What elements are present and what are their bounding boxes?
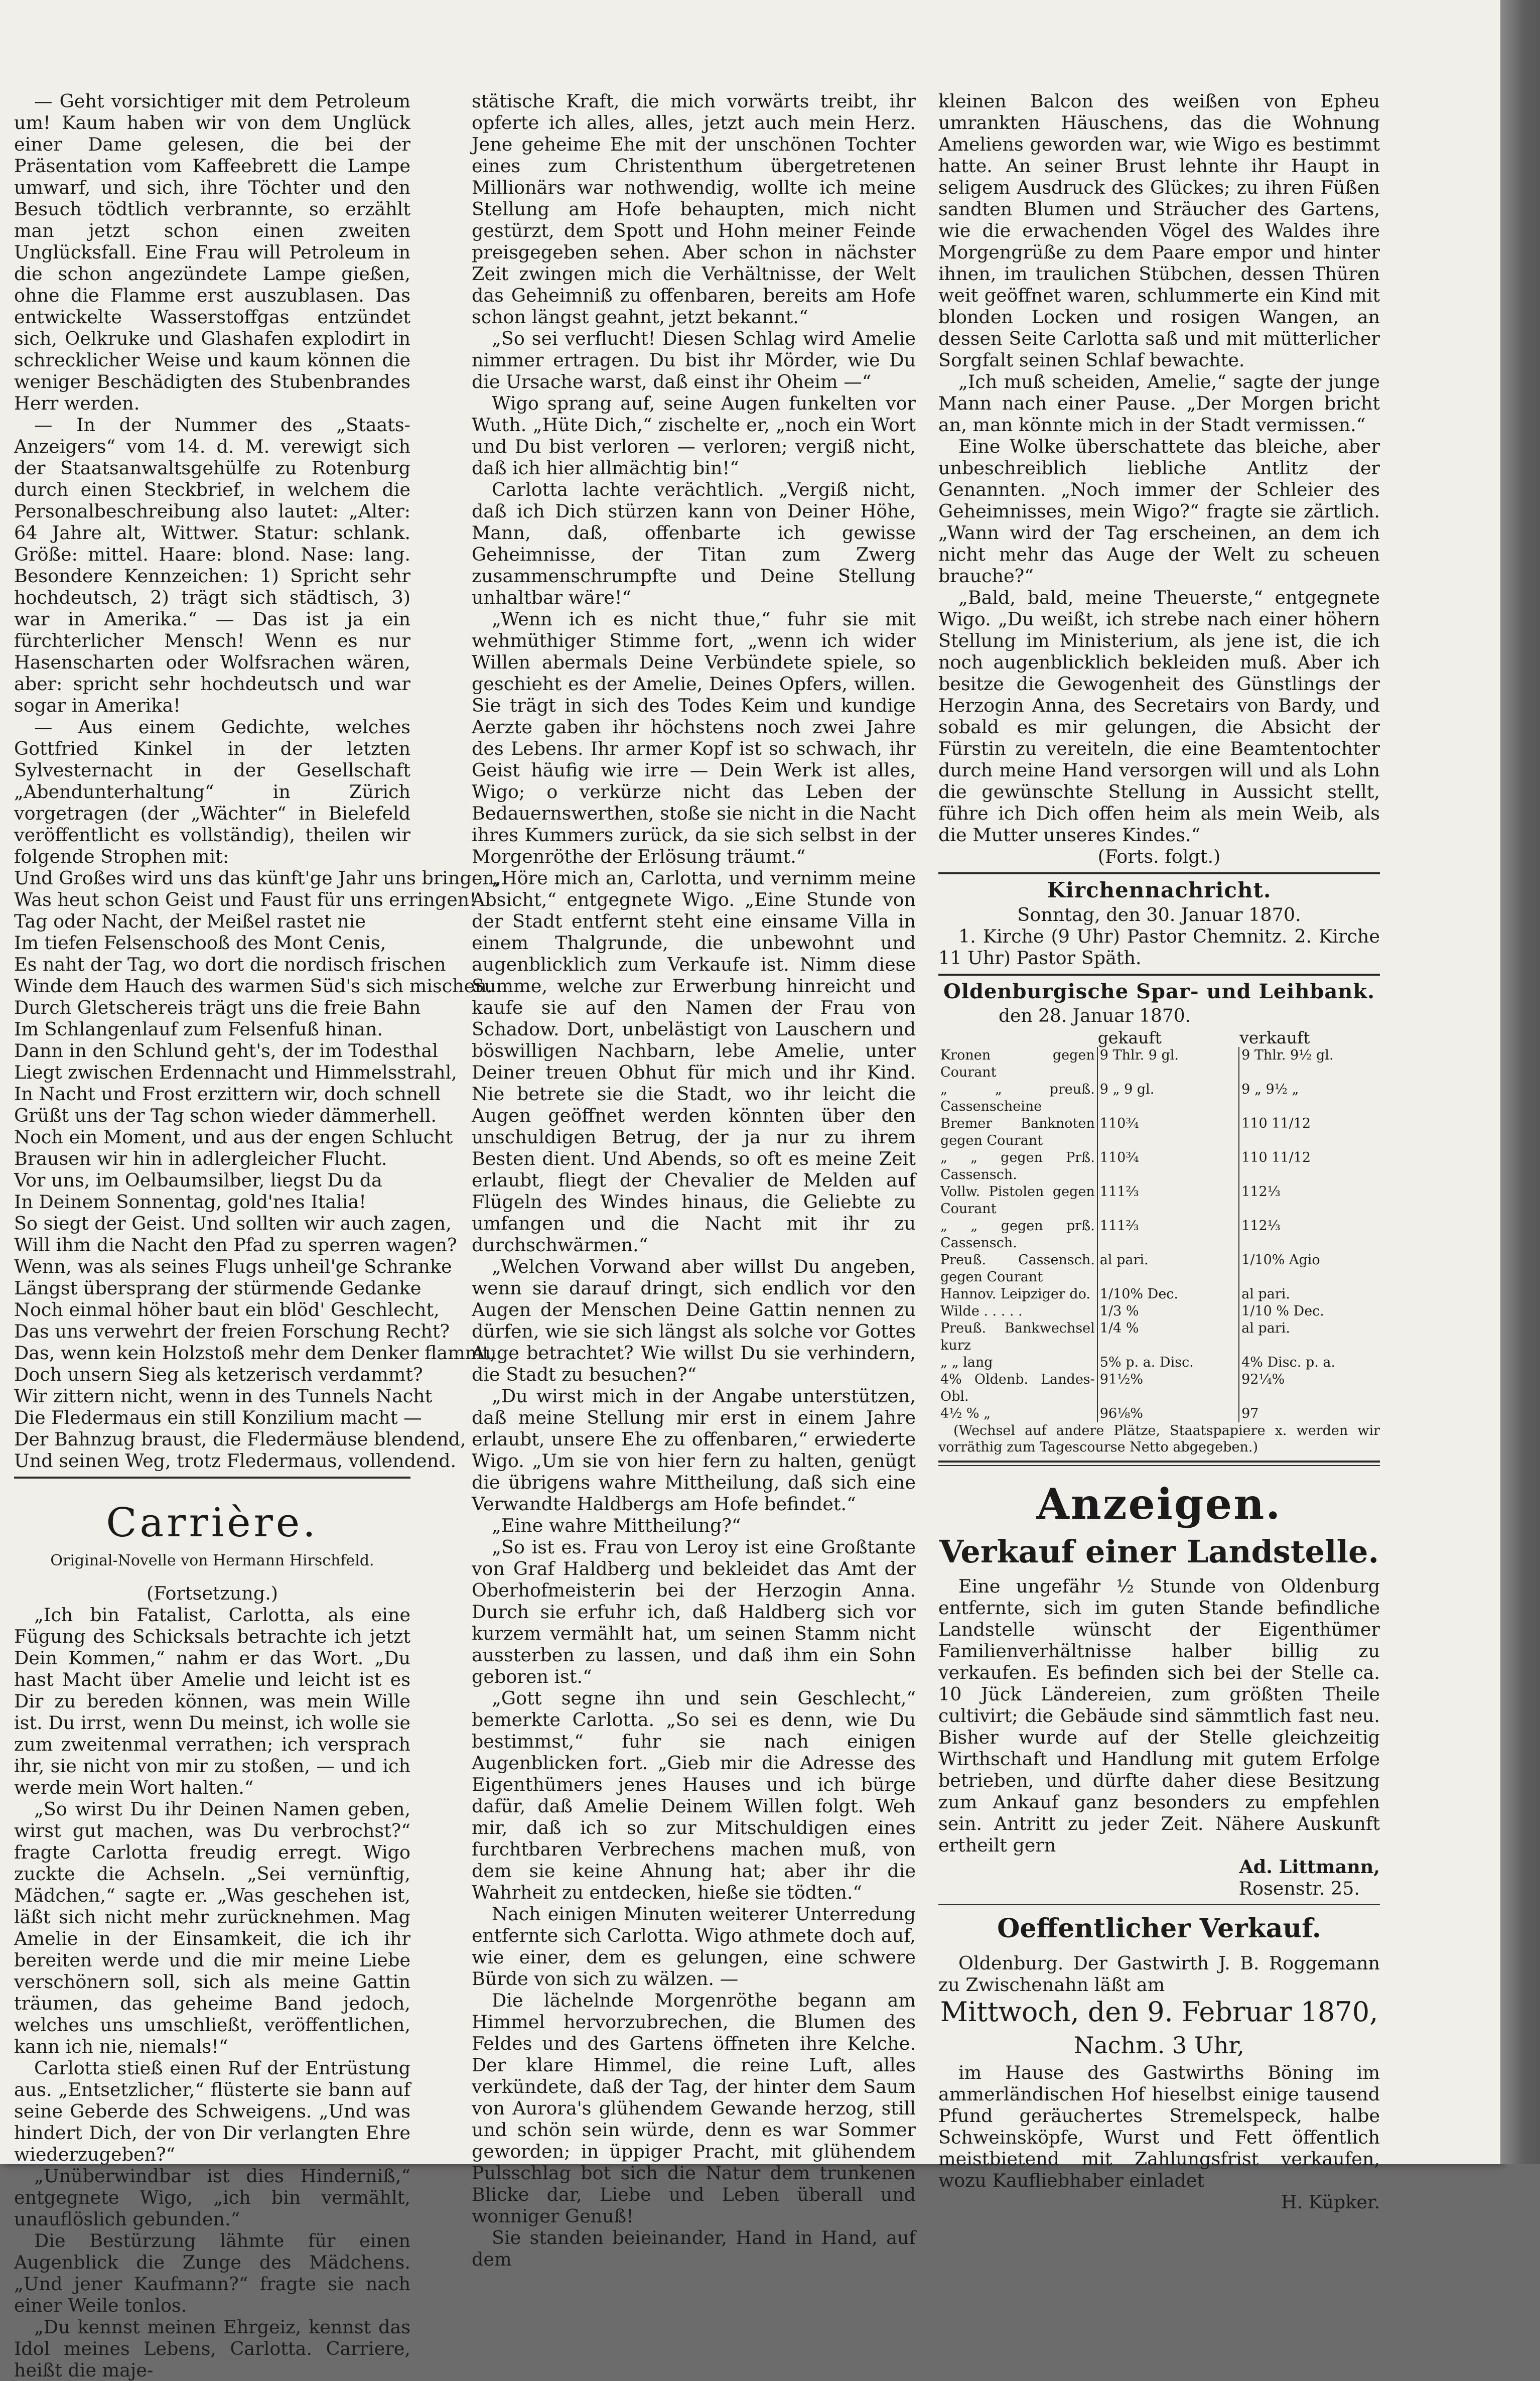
poem-line: Das, wenn kein Holzstoß mehr dem Denker flammt,	[14, 1342, 496, 1364]
bank-row	[938, 1405, 1380, 1422]
poem-line: Wir zittern nicht, wenn in des Tunnels Nacht	[14, 1385, 433, 1407]
bank-row-bought: 9 „ 9 gl.	[1097, 1081, 1239, 1115]
church-news-title: Kirchennachricht.	[1047, 878, 1272, 902]
poem-line: Wenn, was als seines Flugs unheil'ge Schranke	[14, 1256, 452, 1277]
ad-landstelle-address: Rosenstr. 25.	[1238, 1878, 1360, 1899]
news-item-steckbrief: — In der Nummer des „Staats-Anzeigers“ vom 14. d. M. verewigt sich der Staatsanwaltsgehülfe zu Rotenburg durch einen Steckbrief, in welchem die Personalbeschreibung also lautet: „Alter: 64 Jahre alt, Wittwer. Statur: schlank. Größe: mittel. Haare: blond. Nase: lang. Besondere Kennzeichen: 1) Spricht sehr hochdeutsch, 2) trägt sich städtisch, 3) war in Amerika.“ — Das ist ja ein fürchterlicher Mensch! Wenn es nur Hasenscharten oder Wolfsrachen wären, aber: spricht sehr hochdeutsch und war sogar in Amerika!	[14, 414, 410, 716]
bank-row	[938, 1252, 1380, 1286]
news-item-kinkel: — Aus einem Gedichte, welches Gottfried Kinkel in der letzten Sylvesternacht in der Gesellschaft „Abendunterhaltung“ in Zürich vorgetragen (der „Wächter“ in Bielefeld veröffentlicht es vollständig), theilen wir folgende Strophen mit:	[14, 716, 410, 867]
novel-title: Carrière.	[106, 1499, 319, 1546]
bank-table-header	[938, 1029, 1380, 1047]
bank-rates-table	[938, 1029, 1380, 1422]
poem-line: Dann in den Schlund geht's, der im Todesthal	[14, 1040, 438, 1062]
poem-line: Was heut schon Geist und Faust für uns erringen!	[14, 889, 477, 910]
poem-line: Längst übersprang der stürmende Gedanke	[14, 1277, 422, 1299]
poem-line: In Deinem Sonnentag, gold'nes Italia!	[14, 1191, 366, 1213]
bank-row-sold: 9 „ 9½ „	[1239, 1081, 1380, 1115]
novel-byline: Original-Novelle von Hermann Hirschfeld.	[50, 1552, 374, 1569]
bank-row-bought: 110¾	[1097, 1149, 1239, 1183]
bank-row-sold: 4% Disc. p. a.	[1239, 1354, 1380, 1371]
novel-paragraph: „So sei verflucht! Diesen Schlag wird Amelie nimmer ertragen. Du bist ihr Mörder, wie Du die Ursache warst, daß einst ihr Oheim —“	[472, 328, 916, 392]
bank-row	[938, 1218, 1380, 1252]
bank-row-bought: 111⅔	[1097, 1183, 1239, 1218]
news-item-petroleum: — Geht vorsichtiger mit dem Petroleum um! Kaum haben wir von dem Unglück einer Dame gelesen, die bei der Präsentation vom Kaffeebrett die Lampe umwarf, und sich, ihre Töchter und den Besuch tödtlich verbrannte, so erzählt man jetzt schon einen zweiten Unglücksfall. Eine Frau will Petroleum in die schon angezündete Lampe gießen, ohne die Flamme erst auszublasen. Das entwickelte Wasserstoffgas entzündet sich, Oelkruke und Glashafen explodirt in schrecklicher Weise und kaum können die weniger Beschädigten des Stubenbrandes Herr werden.	[14, 90, 410, 414]
novel-paragraph: „Welchen Vorwand aber willst Du angeben, wenn sie darauf dringt, sich endlich vor den Augen der Menschen Deine Gattin nennen zu dürfen, wie sie sich längst als solche vor Gottes Auge betrachtet? Wie willst Du sie verhindern, die Stadt zu besuchen?“	[472, 1256, 916, 1385]
poem-line: Im Schlangenlauf zum Felsenfuß hinan.	[14, 1018, 383, 1040]
bank-row-label: „ „ gegen Prß. Cassensch.	[940, 1150, 1095, 1182]
bank-row-sold: 110 11/12	[1239, 1149, 1380, 1183]
bank-row	[938, 1081, 1380, 1115]
poem-line: Winde dem Hauch des warmen Süd's sich mischen.	[14, 975, 493, 997]
novel-paragraph: „So ist es. Frau von Leroy ist eine Großtante von Graf Haldberg und bekleidet das Amt der Oberhofmeisterin bei der Herzogin Anna. Durch sie erfuhr ich, daß Haldberg sich vor kurzem vermählt hat, um seinen Stamm nicht aussterben zu lassen, und daß ihm ein Sohn geboren ist.“	[472, 1536, 916, 1687]
novel-paragraph: „Eine wahre Mittheilung?“	[492, 1515, 741, 1536]
bank-row-label: Hannov. Leipziger do.	[940, 1286, 1090, 1302]
poem-line: Doch unsern Sieg als ketzerisch verdammt?	[14, 1364, 423, 1385]
bank-row-bought: 111⅔	[1097, 1218, 1239, 1252]
bank-row-sold: 112⅓	[1239, 1218, 1380, 1252]
poem-line: Grüßt uns der Tag schon wieder dämmerhell.	[14, 1105, 437, 1126]
novel-paragraph: Die lächelnde Morgenröthe begann am Himmel hervorzubrechen, die Blumen des Feldes und des Gartens öffneten ihre Kelche. Der klare Himmel, die reine Luft, alles verkündete, daß der Tag, der hinter dem Saum von Aurora's glühendem Gewande herzog, still und schön sein würde, denn es war Sommer geworden; in üppiger Pracht, mit glühendem Pulsschlag bot sich die Natur dem trunkenen Blicke dar, Liebe und Leben überall und wonniger Genuß!	[472, 1990, 916, 2227]
poem-line: Liegt zwischen Erdennacht und Himmelsstrahl,	[14, 1062, 457, 1083]
poem-line: Es naht der Tag, wo dort die nordisch frischen	[14, 954, 446, 975]
novel-paragraph: „Du kennst meinen Ehrgeiz, kennst das Idol meines Lebens, Carlotta. Carriere, heißt die maje-	[14, 2316, 410, 2381]
ad-verkauf-time: Nachm. 3 Uhr,	[1074, 2032, 1244, 2059]
ad-landstelle-title: Verkauf einer Landstelle.	[939, 1533, 1379, 1570]
novel-paragraph: Sie standen beieinander, Hand in Hand, auf dem	[472, 2227, 916, 2270]
bank-row-sold: 112⅓	[1239, 1183, 1380, 1218]
novel-paragraph: „Du wirst mich in der Angabe unterstützen, daß meine Stellung mir erst in einem Jahre erlaubt, unsere Ehe zu offenbaren,“ erwiederte Wigo. „Um sie von hier fern zu halten, genügt die übrigens wahre Mittheilung, daß sich eine Verwandte Haldbergs am Hofe befindet.“	[472, 1385, 916, 1515]
novel-text-col3	[938, 90, 1380, 846]
bank-row	[938, 1286, 1380, 1303]
bank-row-bought: 110¾	[1097, 1115, 1239, 1149]
bank-date: den 28. Januar 1870.	[999, 1006, 1191, 1026]
novel-paragraph: Carlotta lachte verächtlich. „Vergiß nicht, daß ich Dich stürzen kann von Deiner Höhe, Mann, daß, offenbarte ich gewisse Geheimnisse, der Titan zum Zwerg zusammenschrumpfte und Deine Stellung unhaltbar wäre!“	[472, 479, 916, 608]
bank-row-bought: al pari.	[1097, 1252, 1239, 1286]
bank-row-label: Preuß. Bankwechsel kurz	[940, 1320, 1095, 1353]
bank-row	[938, 1115, 1380, 1149]
bank-row	[938, 1320, 1380, 1354]
ad-landstelle-text: Eine ungefähr ½ Stunde von Oldenburg entfernte, sich im guten Stande befindliche Landstelle wünscht der Eigenthümer Familienverhältnisse halber billig zu verkaufen. Es befinden sich bei der Stelle ca. 10 Jück Ländereien, zum größten Theile cultivirt; die Gebäude sind sämmtlich fast neu. Bisher wurde auf der Stelle gleichzeitig Wirthschaft und Handlung mit gutem Erfolge betrieben, und dürfte daher diese Besitzung zum Ankauf ganz besonders zu empfehlen sein. Antritt zu jeder Zeit. Nähere Auskunft ertheilt gern	[938, 1575, 1380, 1856]
bank-row	[938, 1183, 1380, 1218]
ad-verkauf-signature: H. Küpker.	[1281, 2191, 1380, 2213]
novel-paragraph: stätische Kraft, die mich vorwärts treibt, ihr opferte ich alles, alles, jetzt auch mein Herz. Jene geheime Ehe mit der unschönen Tochter eines zum Christenthum übergetretenen Millionärs war nothwendig, wollte ich meine Stellung am Hofe behaupten, mich nicht gestürzt, dem Spott und Hohn meiner Feinde preisgegeben sehen. Aber schon in nächster Zeit zwingen mich die Verhältnisse, der Welt das Geheimniß zu offenbaren, bereits am Hofe schon längst geahnt, jetzt bekannt.“	[472, 90, 916, 328]
novel-paragraph: „Höre mich an, Carlotta, und vernimm meine Absicht,“ entgegnete Wigo. „Eine Stunde von der Stadt entfernt steht eine einsame Villa in einem Thalgrunde, die unbewohnt und augenblicklich zum Verkaufe ist. Nimm diese Summe, welche zur Erwerbung hinreicht und kaufe sie auf den Namen der Frau von Schadow. Dort, unbelästigt von Lauschern und böswilligen Nachbarn, lebe Amelie, unter Deiner treuen Obhut für mich und ihr Kind. Nie betrete sie die Stadt, wo ihr leicht die Augen geöffnet werden könnten über den unschuldigen Betrug, der ja nur zu ihrem Besten dient. Und Abends, so oft es meine Zeit erlaubt, fliegt der Chevalier de Melden auf Flügeln des Windes hinaus, die Geliebte zu umfangen und die Nacht mit ihr zu durchschwärmen.“	[472, 867, 916, 1256]
bank-row-label: Wilde . . . . .	[940, 1303, 1023, 1319]
column-middle	[472, 90, 916, 2270]
bank-header-bought: gekauft	[1097, 1028, 1162, 1047]
novel-paragraph: Eine Wolke überschattete das bleiche, aber unbeschreiblich liebliche Antlitz der Genannten. „Noch immer der Schleier des Geheimnisses, mein Wigo?“ fragte sie zärtlich. „Wann wird der Tag erscheinen, an dem ich nicht mehr das Auge der Welt zu scheuen brauche?“	[938, 436, 1380, 587]
ad-verkauf-text: im Hause des Gastwirths Böning im ammerländischen Hof hieselbst einige tausend Pfund geräuchertes Stremelspeck, halbe Schweinsköpfe, Wurst und Fett öffentlich meistbietend mit Zahlungsfrist verkaufen, wozu Kaufliebhaber einladet	[938, 2062, 1380, 2191]
novel-text-col2	[472, 90, 916, 2270]
poem-verses	[14, 867, 500, 1472]
scan-margin	[1500, 0, 1540, 2164]
novel-paragraph: Carlotta stieß einen Ruf der Entrüstung aus. „Entsetzlicher,“ flüsterte sie bann auf seine Geberde des Schweigens. „Und was hindert Dich, der von Dir verlangten Ehre wiederzugeben?“	[14, 2057, 410, 2165]
bank-row-label: 4% Oldenb. Landes-Obl.	[940, 1372, 1095, 1404]
bank-row-bought: 91½%	[1097, 1371, 1239, 1405]
bank-header-label	[938, 1029, 1097, 1047]
bank-row-bought: 9 Thlr. 9 gl.	[1097, 1047, 1239, 1081]
poem-line: Das uns verwehrt der freien Forschung Recht?	[14, 1320, 450, 1342]
novel-paragraph: „Gott segne ihn und sein Geschlecht,“ bemerkte Carlotta. „So sei es denn, wie Du bestimmst,“ fuhr sie nach einigen Augenblicken fort. „Gieb mir die Adresse des Eigenthümers jenes Hauses und ich bürge dafür, daß Amelie Deinem Willen folgt. Weh mir, daß ich so zur Mitschuldigen eines furchtbaren Verbrechens machen muß, von dem sie keine Ahnung hat; aber ihr die Wahrheit zu entdecken, hieße sie tödten.“	[472, 1687, 916, 1903]
column-right	[938, 90, 1380, 2213]
poem-line: In Nacht und Frost erzittern wir, doch schnell	[14, 1083, 441, 1105]
bank-row-sold: 1/10 % Dec.	[1239, 1303, 1380, 1320]
section-divider	[938, 1461, 1380, 1466]
novel-continuation: (Fortsetzung.)	[146, 1582, 278, 1604]
bank-row-label: „ „ preuß. Cassenscheine	[940, 1082, 1095, 1114]
ad-landstelle-signature: Ad. Littmann,	[1239, 1856, 1380, 1878]
poem-line: Brausen wir hin in adlergleicher Flucht.	[14, 1148, 387, 1169]
poem-line: Der Bahnzug braust, die Fledermäuse blendend,	[14, 1428, 466, 1450]
section-divider	[938, 872, 1380, 874]
bank-row-bought: 5% p. a. Disc.	[1097, 1354, 1239, 1371]
poem-line: Noch einmal höher baut ein blöd' Geschlecht,	[14, 1299, 440, 1320]
bank-row-bought: 1/10% Dec.	[1097, 1286, 1239, 1303]
bank-row-sold: 110 11/12	[1239, 1115, 1380, 1149]
bank-row-sold: 92¼%	[1239, 1371, 1380, 1405]
poem-line: Noch ein Moment, und aus der engen Schlucht	[14, 1126, 453, 1148]
bank-row-sold: 97	[1239, 1405, 1380, 1422]
novel-paragraph: Nach einigen Minuten weiterer Unterredung entfernte sich Carlotta. Wigo athmete doch auf, wie einer, dem es gelungen, eine schwere Bürde von sich zu wälzen. —	[472, 1903, 916, 1990]
novel-paragraph: Die Bestürzung lähmte für einen Augenblick die Zunge des Mädchens. „Und jener Kaufmann?“ fragte sie nach einer Weile tonlos.	[14, 2230, 410, 2316]
bank-row-label: Preuß. Cassensch. gegen Courant	[940, 1252, 1095, 1285]
bank-row-label: Bremer Banknoten gegen Courant	[940, 1116, 1095, 1148]
novel-paragraph: kleinen Balcon des weißen von Epheu umrankten Häuschens, das die Wohnung Ameliens geworden war, wie Wigo es bestimmt hatte. An seiner Brust lehnte ihr Haupt in seligem Ausdruck des Glückes; zu ihren Füßen sandten Blumen und Sträucher des Gartens, wie die erwachenden Vögel des Waldes ihre Morgengrüße zu dem Paare empor und hinter ihnen, im traulichen Stübchen, dessen Thüren weit geöffnet waren, schlummerte ein Kind mit blonden Locken und rosigen Wangen, an dessen Seite Carlotta saß und mit mütterlicher Sorgfalt seinen Schlaf bewachte.	[938, 90, 1380, 371]
bank-row-bought: 1/4 %	[1097, 1320, 1239, 1354]
bank-row-sold: al pari.	[1239, 1286, 1380, 1303]
bank-row-label: „ „ lang	[940, 1355, 993, 1370]
poem-line: Im tiefen Felsenschooß des Mont Cenis,	[14, 932, 386, 954]
ad-verkauf-date: Mittwoch, den 9. Februar 1870,	[940, 1996, 1378, 2028]
church-news-text: 1. Kirche (9 Uhr) Pastor Chemnitz. 2. Kirche 11 Uhr) Pastor Späth.	[938, 925, 1380, 969]
poem-line: Will ihm die Nacht den Pfad zu sperren wagen?	[14, 1234, 457, 1256]
poem-line: Die Fledermaus ein still Konzilium macht —	[14, 1407, 422, 1428]
bank-row	[938, 1047, 1380, 1081]
novel-paragraph: „Wenn ich es nicht thue,“ fuhr sie mit wehmüthiger Stimme fort, „wenn ich wider Willen abermals Deine Verbündete spiele, so geschieht es der Amelie, Deines Opfers, willen. Sie trägt in sich des Todes Keim und kundige Aerzte gaben ihr höchstens noch zwei Jahre des Lebens. Ihr armer Kopf ist so schwach, ihr Geist häufig wie irre — Dein Werk ist alles, Wigo; o verkürze nicht das Leben der Bedauernswerthen, stoße sie nicht in die Nacht ihres Kummers zurück, da sie sich selbst in der Morgenröthe der Erlösung träumt.“	[472, 608, 916, 867]
section-divider	[938, 974, 1380, 976]
novel-paragraph: „Ich bin Fatalist, Carlotta, als eine Fügung des Schicksals betrachte ich jetzt Dein Kommen,“ nahm er das Wort. „Du hast Macht über Amelie und leicht ist es Dir zu bereden können, was mein Wille ist. Du irrst, wenn Du meinst, ich wolle sie zum zweitenmal verrathen; ich versprach ihr, sie nicht von mir zu stoßen, — und ich werde mein Wort halten.“	[14, 1604, 410, 1798]
novel-text-col1	[14, 1604, 410, 2381]
bank-row	[938, 1371, 1380, 1405]
bank-row-bought: 96⅛%	[1097, 1405, 1239, 1422]
forts-folgt: (Forts. folgt.)	[1097, 846, 1221, 867]
ad-verkauf-title: Oeffentlicher Verkauf.	[997, 1913, 1321, 1944]
poem-line: Und seinen Weg, trotz Fledermaus, vollendend.	[14, 1450, 457, 1472]
bank-header-sold: verkauft	[1239, 1028, 1310, 1047]
poem-line: Vor uns, im Oelbaumsilber, liegst Du da	[14, 1169, 382, 1191]
bank-row	[938, 1354, 1380, 1371]
poem-line: So siegt der Geist. Und sollten wir auch zagen,	[14, 1213, 452, 1234]
bank-row-label: „ „ gegen prß. Cassensch.	[940, 1218, 1095, 1251]
novel-paragraph: „Bald, bald, meine Theuerste,“ entgegnete Wigo. „Du weißt, ich strebe nach einer höhern Stellung im Ministerium, als jene ist, die ich noch augenblicklich bekleiden muß. Aber ich besitze die Gewogenheit des Günstlings der Herzogin Anna, des Secretairs von Bardy, und sobald es mir gelungen, die Absicht der Fürstin zu vereiteln, die eine Beamtentochter durch meine Hand versorgen will und als Lohn die gewünschte Stellung in Aussicht stellt, führe ich Dich offen heim als mein Weib, als die Mutter unseres Kindes.“	[938, 587, 1380, 846]
section-divider	[938, 1904, 1380, 1905]
bank-row-bought: 1/3 %	[1097, 1303, 1239, 1320]
bank-row-label: Vollw. Pistolen gegen Courant	[940, 1184, 1095, 1217]
bank-row-sold: al pari.	[1239, 1320, 1380, 1354]
poem-line: Und Großes wird uns das künft'ge Jahr uns bringen,	[14, 867, 500, 889]
novel-paragraph: „Ich muß scheiden, Amelie,“ sagte der junge Mann nach einer Pause. „Der Morgen bricht an, man könnte mich in der Stadt vermissen.“	[938, 371, 1380, 436]
bank-row-label: Kronen gegen Courant	[940, 1047, 1095, 1080]
church-news-date: Sonntag, den 30. Januar 1870.	[1017, 904, 1301, 925]
novel-paragraph: „Unüberwindbar ist dies Hinderniß,“ entgegnete Wigo, „ich bin vermählt, unauflöslich gebunden.“	[14, 2165, 410, 2230]
bank-row-sold: 1/10% Agio	[1239, 1252, 1380, 1286]
novel-paragraph: „So wirst Du ihr Deinen Namen geben, wirst gut machen, was Du verbrochst?“ fragte Carlotta freudig erregt. Wigo zuckte die Achseln. „Sei vernünftig, Mädchen,“ sagte er. „Was geschehen ist, läßt sich nicht mehr zurücknehmen. Mag Amelie in der Einsamkeit, die ich ihr bereiten werde und die mir meine Liebe verschönern soll, sich als meine Gattin träumen, das geheime Band jedoch, welches uns umschließt, veröffentlichen, kann ich nie, niemals!“	[14, 1798, 410, 2057]
bank-row	[938, 1303, 1380, 1320]
bank-note: (Wechsel auf andere Plätze, Staatspapiere x. werden wir vorräthig zum Tagescourse Netto abgegeben.)	[938, 1423, 1380, 1455]
bank-row-sold: 9 Thlr. 9½ gl.	[1239, 1047, 1380, 1081]
novel-paragraph: Wigo sprang auf, seine Augen funkelten vor Wuth. „Hüte Dich,“ zischelte er, „noch ein Wort und Du bist verloren — verloren; vergiß nicht, daß ich hier allmächtig bin!“	[472, 392, 916, 479]
bank-title: Oldenburgische Spar- und Leihbank.	[943, 980, 1375, 1003]
poem-line: Tag oder Nacht, der Meißel rastet nie	[14, 910, 366, 932]
section-divider	[14, 1477, 410, 1479]
ad-verkauf-intro: Oldenburg. Der Gastwirth J. B. Roggemann zu Zwischenahn läßt am	[938, 1952, 1380, 1996]
poem-line: Durch Gletschereis trägt uns die freie Bahn	[14, 997, 421, 1018]
ads-title: Anzeigen.	[1036, 1479, 1282, 1529]
bank-row	[938, 1149, 1380, 1183]
column-left	[14, 90, 500, 2381]
bank-row-label: 4½ % „	[940, 1406, 991, 1421]
